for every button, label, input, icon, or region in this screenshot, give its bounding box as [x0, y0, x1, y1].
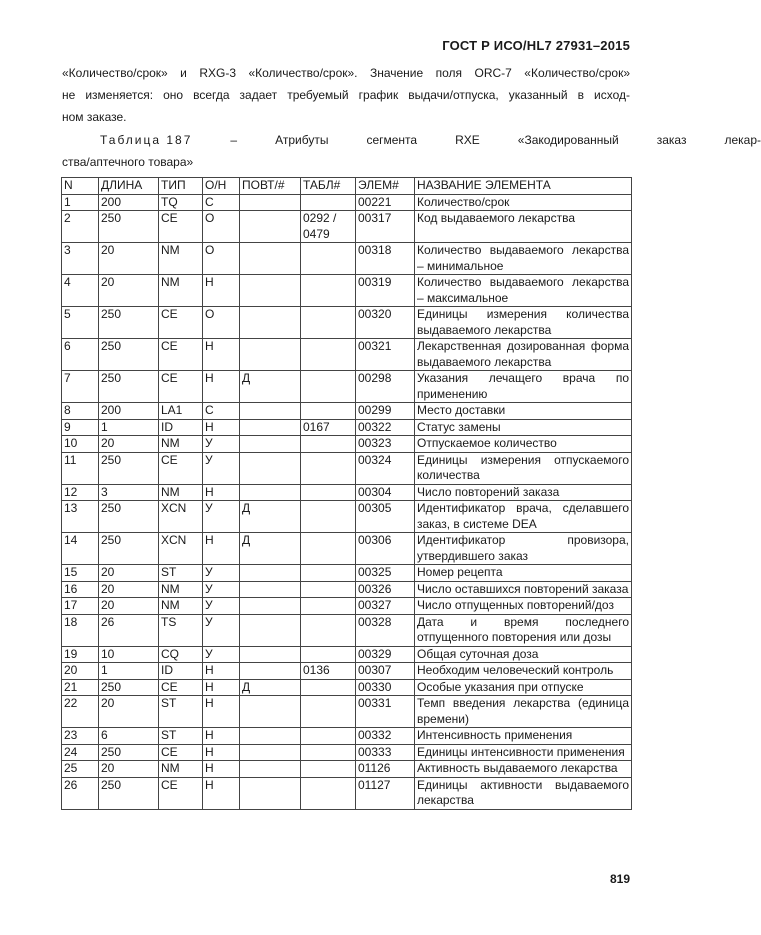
cell-type: CE	[159, 371, 203, 403]
cell-opt: У	[203, 452, 240, 484]
cell-repeat	[240, 484, 301, 501]
table-row	[62, 533, 632, 565]
cell-length: 250	[99, 452, 159, 484]
table-row	[62, 419, 632, 436]
table-body	[62, 194, 632, 809]
cell-opt: У	[203, 436, 240, 453]
cell-n: 19	[62, 646, 99, 663]
cell-item: 00304	[356, 484, 415, 501]
cell-table	[301, 777, 356, 809]
cell-table	[301, 194, 356, 211]
cell-opt: Н	[203, 728, 240, 745]
cell-item: 00329	[356, 646, 415, 663]
cell-opt: Н	[203, 339, 240, 371]
cell-type: ST	[159, 728, 203, 745]
cell-table: 0136	[301, 663, 356, 680]
cell-length: 250	[99, 211, 159, 243]
cell-length: 250	[99, 533, 159, 565]
cell-type: TQ	[159, 194, 203, 211]
cell-opt: С	[203, 194, 240, 211]
cell-item: 00299	[356, 403, 415, 420]
cell-table	[301, 598, 356, 615]
cell-opt: С	[203, 403, 240, 420]
intro-line: не изменяется: оно всегда задает требуемый график выдачи/отпуска, указанный в исход-	[62, 88, 630, 102]
cell-table	[301, 679, 356, 696]
table-row	[62, 243, 632, 275]
caption-word: «Закодированный	[517, 133, 619, 147]
cell-item: 00319	[356, 275, 415, 307]
cell-n: 9	[62, 419, 99, 436]
cell-type: NM	[159, 598, 203, 615]
cell-table: 0292 / 0479	[301, 211, 356, 243]
cell-opt: О	[203, 211, 240, 243]
cell-type: NM	[159, 275, 203, 307]
cell-type: CE	[159, 744, 203, 761]
cell-item: 00323	[356, 436, 415, 453]
cell-table	[301, 371, 356, 403]
cell-type: NM	[159, 436, 203, 453]
cell-repeat	[240, 452, 301, 484]
cell-element-name: Дата и время последнего отпущенного повторения или дозы	[415, 614, 632, 646]
cell-item: 00306	[356, 533, 415, 565]
cell-n: 13	[62, 501, 99, 533]
cell-repeat: Д	[240, 371, 301, 403]
cell-opt: У	[203, 614, 240, 646]
cell-n: 20	[62, 663, 99, 680]
cell-n: 3	[62, 243, 99, 275]
cell-element-name: Особые указания при отпуске	[415, 679, 632, 696]
caption-word: RXE	[455, 133, 480, 147]
cell-table	[301, 484, 356, 501]
cell-table	[301, 581, 356, 598]
cell-repeat	[240, 339, 301, 371]
cell-repeat	[240, 728, 301, 745]
cell-element-name: Темп введения лекарства (единица времени)	[415, 696, 632, 728]
cell-type: NM	[159, 243, 203, 275]
cell-repeat	[240, 419, 301, 436]
cell-item: 01126	[356, 761, 415, 778]
cell-element-name: Лекарственная дозированная форма выдаваемого лекарства	[415, 339, 632, 371]
cell-length: 1	[99, 419, 159, 436]
cell-repeat	[240, 614, 301, 646]
cell-element-name: Единицы активности выдаваемого лекарства	[415, 777, 632, 809]
cell-opt: Н	[203, 696, 240, 728]
cell-repeat	[240, 777, 301, 809]
cell-element-name: Активность выдаваемого лекарства	[415, 761, 632, 778]
cell-length: 20	[99, 275, 159, 307]
cell-element-name: Число оставшихся повторений заказа	[415, 581, 632, 598]
caption-dash: –	[230, 133, 238, 147]
table-row	[62, 761, 632, 778]
column-header: ТАБЛ#	[301, 178, 356, 195]
cell-type: CE	[159, 452, 203, 484]
cell-opt: Н	[203, 275, 240, 307]
caption-first-line	[62, 129, 761, 151]
cell-length: 20	[99, 598, 159, 615]
cell-n: 15	[62, 565, 99, 582]
column-header: НАЗВАНИЕ ЭЛЕМЕНТА	[415, 178, 632, 195]
cell-element-name: Число повторений заказа	[415, 484, 632, 501]
cell-repeat	[240, 436, 301, 453]
table-header-row	[62, 178, 632, 195]
table-row	[62, 436, 632, 453]
cell-repeat	[240, 761, 301, 778]
cell-n: 14	[62, 533, 99, 565]
cell-length: 250	[99, 339, 159, 371]
cell-opt: Н	[203, 663, 240, 680]
cell-item: 00324	[356, 452, 415, 484]
table-row	[62, 403, 632, 420]
cell-type: CE	[159, 211, 203, 243]
cell-repeat	[240, 403, 301, 420]
cell-table	[301, 403, 356, 420]
cell-n: 25	[62, 761, 99, 778]
intro-line: ном заказе.	[62, 110, 127, 124]
cell-element-name: Количество/срок	[415, 194, 632, 211]
cell-item: 00320	[356, 307, 415, 339]
cell-item: 00317	[356, 211, 415, 243]
caption-second-line: ства/аптечного товара»	[62, 155, 194, 169]
cell-length: 20	[99, 581, 159, 598]
cell-repeat: Д	[240, 533, 301, 565]
cell-table	[301, 243, 356, 275]
cell-repeat: Д	[240, 501, 301, 533]
table-row	[62, 728, 632, 745]
caption-word: лекар-	[724, 133, 761, 147]
cell-n: 6	[62, 339, 99, 371]
table-row	[62, 679, 632, 696]
cell-length: 250	[99, 777, 159, 809]
cell-table	[301, 436, 356, 453]
cell-item: 01127	[356, 777, 415, 809]
cell-element-name: Идентификатор провизора, утвердившего заказ	[415, 533, 632, 565]
cell-element-name: Единицы измерения количества выдаваемого лекарства	[415, 307, 632, 339]
column-header: ДЛИНА	[99, 178, 159, 195]
cell-length: 20	[99, 565, 159, 582]
cell-length: 250	[99, 679, 159, 696]
cell-repeat	[240, 744, 301, 761]
cell-table	[301, 728, 356, 745]
cell-opt: О	[203, 307, 240, 339]
table-row	[62, 646, 632, 663]
table-row	[62, 581, 632, 598]
caption-word: сегмента	[366, 133, 418, 147]
cell-element-name: Количество выдаваемого лекарства – минимальное	[415, 243, 632, 275]
cell-element-name: Статус замены	[415, 419, 632, 436]
cell-length: 3	[99, 484, 159, 501]
cell-element-name: Единицы интенсивности применения	[415, 744, 632, 761]
cell-item: 00307	[356, 663, 415, 680]
cell-n: 2	[62, 211, 99, 243]
cell-item: 00325	[356, 565, 415, 582]
table-row	[62, 452, 632, 484]
cell-n: 10	[62, 436, 99, 453]
cell-n: 18	[62, 614, 99, 646]
table-row	[62, 484, 632, 501]
cell-table	[301, 744, 356, 761]
rxe-attributes-table	[61, 177, 632, 810]
cell-repeat	[240, 565, 301, 582]
cell-opt: У	[203, 581, 240, 598]
cell-item: 00331	[356, 696, 415, 728]
cell-type: XCN	[159, 501, 203, 533]
cell-length: 20	[99, 436, 159, 453]
column-header: ПОВТ/#	[240, 178, 301, 195]
document-header: ГОСТ Р ИСО/HL7 27931–2015	[442, 38, 630, 53]
cell-opt: О	[203, 243, 240, 275]
table-row	[62, 307, 632, 339]
table-row	[62, 339, 632, 371]
cell-n: 8	[62, 403, 99, 420]
table-caption	[62, 129, 761, 173]
cell-length: 26	[99, 614, 159, 646]
table-row	[62, 696, 632, 728]
caption-label: Таблица 187	[100, 133, 193, 147]
cell-length: 6	[99, 728, 159, 745]
cell-element-name: Номер рецепта	[415, 565, 632, 582]
cell-length: 200	[99, 403, 159, 420]
cell-type: NM	[159, 581, 203, 598]
cell-repeat	[240, 194, 301, 211]
cell-opt: Н	[203, 777, 240, 809]
cell-opt: Н	[203, 761, 240, 778]
cell-opt: Н	[203, 419, 240, 436]
cell-opt: Н	[203, 744, 240, 761]
cell-opt: У	[203, 501, 240, 533]
table-row	[62, 211, 632, 243]
cell-type: CE	[159, 777, 203, 809]
cell-length: 250	[99, 307, 159, 339]
column-header: О/Н	[203, 178, 240, 195]
cell-n: 24	[62, 744, 99, 761]
cell-n: 22	[62, 696, 99, 728]
cell-repeat	[240, 696, 301, 728]
cell-item: 00332	[356, 728, 415, 745]
cell-table	[301, 565, 356, 582]
cell-length: 10	[99, 646, 159, 663]
cell-n: 4	[62, 275, 99, 307]
cell-item: 00330	[356, 679, 415, 696]
table-row	[62, 614, 632, 646]
cell-element-name: Единицы измерения отпускаемого количества	[415, 452, 632, 484]
cell-length: 250	[99, 501, 159, 533]
cell-opt: У	[203, 565, 240, 582]
cell-table	[301, 646, 356, 663]
cell-table	[301, 307, 356, 339]
table-row	[62, 565, 632, 582]
cell-item: 00326	[356, 581, 415, 598]
intro-paragraph	[62, 62, 630, 128]
cell-repeat	[240, 581, 301, 598]
caption-word: Атрибуты	[275, 133, 329, 147]
cell-opt: У	[203, 598, 240, 615]
cell-length: 250	[99, 371, 159, 403]
cell-type: CQ	[159, 646, 203, 663]
intro-line: «Количество/срок» и RXG-3 «Количество/срок». Значение поля ORC-7 «Количество/срок»	[62, 66, 630, 80]
cell-item: 00333	[356, 744, 415, 761]
cell-repeat	[240, 211, 301, 243]
cell-repeat	[240, 243, 301, 275]
cell-repeat	[240, 646, 301, 663]
cell-item: 00305	[356, 501, 415, 533]
cell-element-name: Количество выдаваемого лекарства – максимальное	[415, 275, 632, 307]
cell-table	[301, 339, 356, 371]
page-number: 819	[609, 872, 630, 886]
table-row	[62, 744, 632, 761]
cell-length: 1	[99, 663, 159, 680]
cell-item: 00221	[356, 194, 415, 211]
cell-length: 20	[99, 696, 159, 728]
cell-n: 17	[62, 598, 99, 615]
cell-n: 7	[62, 371, 99, 403]
cell-n: 12	[62, 484, 99, 501]
cell-repeat	[240, 663, 301, 680]
cell-n: 23	[62, 728, 99, 745]
cell-type: CE	[159, 679, 203, 696]
cell-element-name: Интенсивность применения	[415, 728, 632, 745]
table-row	[62, 194, 632, 211]
cell-opt: Н	[203, 679, 240, 696]
cell-length: 20	[99, 761, 159, 778]
cell-opt: Н	[203, 484, 240, 501]
caption-word: заказ	[656, 133, 687, 147]
cell-table	[301, 533, 356, 565]
table-row	[62, 371, 632, 403]
cell-table	[301, 275, 356, 307]
cell-table	[301, 761, 356, 778]
table-row	[62, 777, 632, 809]
column-header: ТИП	[159, 178, 203, 195]
cell-element-name: Код выдаваемого лекарства	[415, 211, 632, 243]
table-row	[62, 501, 632, 533]
cell-n: 16	[62, 581, 99, 598]
cell-type: ID	[159, 419, 203, 436]
cell-item: 00321	[356, 339, 415, 371]
cell-element-name: Место доставки	[415, 403, 632, 420]
cell-n: 26	[62, 777, 99, 809]
cell-type: NM	[159, 761, 203, 778]
column-header: ЭЛЕМ#	[356, 178, 415, 195]
cell-repeat	[240, 275, 301, 307]
cell-length: 250	[99, 744, 159, 761]
cell-element-name: Указания лечащего врача по применению	[415, 371, 632, 403]
cell-type: ST	[159, 696, 203, 728]
cell-opt: Н	[203, 533, 240, 565]
cell-element-name: Идентификатор врача, сделавшего заказ, в системе DEA	[415, 501, 632, 533]
cell-element-name: Необходим человеческий контроль	[415, 663, 632, 680]
cell-n: 5	[62, 307, 99, 339]
cell-length: 20	[99, 243, 159, 275]
cell-type: CE	[159, 307, 203, 339]
cell-n: 11	[62, 452, 99, 484]
cell-type: NM	[159, 484, 203, 501]
cell-repeat	[240, 598, 301, 615]
cell-type: TS	[159, 614, 203, 646]
cell-item: 00327	[356, 598, 415, 615]
table-row	[62, 663, 632, 680]
cell-item: 00298	[356, 371, 415, 403]
cell-type: LA1	[159, 403, 203, 420]
cell-table	[301, 614, 356, 646]
cell-type: XCN	[159, 533, 203, 565]
cell-n: 21	[62, 679, 99, 696]
cell-element-name: Общая суточная доза	[415, 646, 632, 663]
cell-type: ID	[159, 663, 203, 680]
cell-type: ST	[159, 565, 203, 582]
cell-n: 1	[62, 194, 99, 211]
cell-repeat	[240, 307, 301, 339]
cell-element-name: Отпускаемое количество	[415, 436, 632, 453]
cell-repeat: Д	[240, 679, 301, 696]
cell-length: 200	[99, 194, 159, 211]
table-row	[62, 598, 632, 615]
cell-table	[301, 501, 356, 533]
table-row	[62, 275, 632, 307]
cell-item: 00318	[356, 243, 415, 275]
cell-table: 0167	[301, 419, 356, 436]
cell-opt: Н	[203, 371, 240, 403]
cell-table	[301, 696, 356, 728]
column-header: N	[62, 178, 99, 195]
cell-item: 00328	[356, 614, 415, 646]
cell-type: CE	[159, 339, 203, 371]
cell-item: 00322	[356, 419, 415, 436]
cell-table	[301, 452, 356, 484]
cell-element-name: Число отпущенных повторений/доз	[415, 598, 632, 615]
cell-opt: У	[203, 646, 240, 663]
